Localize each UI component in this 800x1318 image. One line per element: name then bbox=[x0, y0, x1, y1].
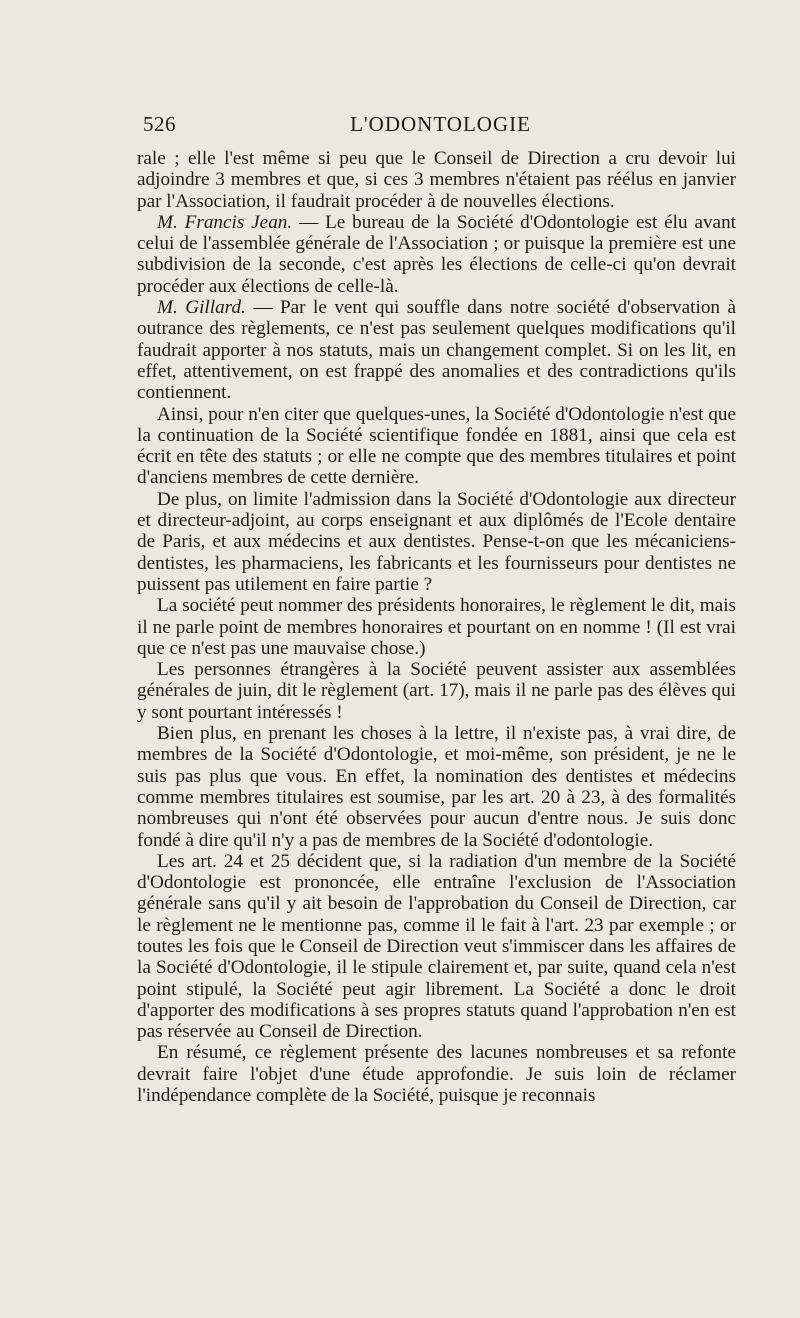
paragraph-text: Les personnes étrangères à la Société peuvent assister aux assemblées générales de juin, dit le règlement (art. 17), mais il ne parle pas des élèves qui y sont pourtant intéressés ! bbox=[137, 659, 736, 723]
paragraph-text: Bien plus, en prenant les choses à la lettre, il n'existe pas, à vrai dire, de membres de la Société d'Odontologie, et moi-même, son président, je ne le suis pas plus que vous. En effet, la nomination des dentistes et médecins comme membres titulaires est soumise, par les art. 20 à 23, à des formalités nombreuses qui n'ont été observées pour aucun d'entre nous. Je suis donc fondé à dire qu'il n'y a pas de membres de la Société d'odontologie. bbox=[137, 723, 736, 851]
paragraph bbox=[137, 659, 736, 723]
running-title: L'ODONTOLOGIE bbox=[350, 112, 531, 136]
paragraph-text: En résumé, ce règlement présente des lacunes nombreuses et sa refonte devrait faire l'objet d'une étude approfondie. Je suis loin de réclamer l'indépendance complète de la Société, puisque je reconnais bbox=[137, 1042, 736, 1107]
paragraph-text: — Le bureau de la Société d'Odontologie est élu avant celui de l'assemblée générale de l'Association ; or puisque la première est une subdivision de la seconde, c'est après les élections de celle-ci qu'on devrait procéder aux élections de celle-là. bbox=[137, 211, 736, 297]
paragraph bbox=[137, 489, 736, 595]
paragraph bbox=[137, 595, 736, 659]
paragraph bbox=[137, 212, 736, 297]
paragraph-text: Ainsi, pour n'en citer que quelques-unes, la Société d'Odontologie n'est que la continuation de la Société scientifique fondée en 1881, ainsi que cela est écrit en tête des statuts ; or elle ne compte que des membres titulaires et point d'anciens membres de cette dernière. bbox=[137, 403, 736, 489]
paragraph bbox=[137, 148, 736, 212]
paragraph bbox=[137, 851, 736, 1043]
paragraph-text: rale ; elle l'est même si peu que le Conseil de Direction a cru devoir lui adjoindre 3 membres et que, si ces 3 membres n'étaient pas réélus en janvier par l'Association, il faudrait procéder à de nouvelles élections. bbox=[137, 148, 736, 212]
paragraph bbox=[137, 297, 736, 403]
speaker-name: M. Gillard. bbox=[157, 297, 246, 319]
paragraph-text: De plus, on limite l'admission dans la Société d'Odontologie aux directeur et directeur-adjoint, au corps enseignant et aux diplômés de l'Ecole dentaire de Paris, et aux médecins et aux dentistes. Pense-t-on que les mécaniciens-dentistes, les pharmaciens, les fabricants et les fournisseurs pour dentistes ne puissent pas utilement en faire partie ? bbox=[137, 488, 736, 595]
page-number: 526 bbox=[143, 112, 176, 136]
paragraph-text: Les art. 24 et 25 décident que, si la radiation d'un membre de la Société d'Odontologie est prononcée, elle entraîne l'exclusion de l'Association générale sans qu'il y ait besoin de l'approbation du Conseil de Direction, car le règlement ne le mentionne pas, comme il le fait à l'art. 23 par exemple ; or toutes les fois que le Conseil de Direction veut s'immiscer dans les affaires de la Société d'Odontologie, il le stipule clairement et, par suite, quand cela n'est point stipulé, la Société peut agir librement. La Société a donc le droit d'apporter des modifications à ses propres statuts quand l'approbation n'en est pas réservée au Conseil de Direction. bbox=[137, 850, 736, 1043]
paragraph bbox=[137, 723, 736, 851]
paragraph-text: La société peut nommer des présidents honoraires, le règlement le dit, mais il ne parle point de membres honoraires et pourtant on en nomme ! (Il est vrai que ce n'est pas une mauvaise chose.) bbox=[137, 595, 736, 659]
paragraph bbox=[137, 404, 736, 489]
page-header bbox=[143, 112, 738, 140]
paragraph bbox=[137, 1042, 736, 1106]
body-text bbox=[137, 148, 736, 1106]
paragraph-text: — Par le vent qui souffle dans notre société d'observation à outrance des règlements, ce n'est pas seulement quelques modifications qu'il faudrait apporter à nos statuts, mais un changement complet. Si on les lit, en effet, attentivement, on est frappé des anomalies et des contradictions qu'ils contiennent. bbox=[137, 297, 737, 404]
speaker-name: M. Francis Jean. bbox=[157, 211, 293, 233]
